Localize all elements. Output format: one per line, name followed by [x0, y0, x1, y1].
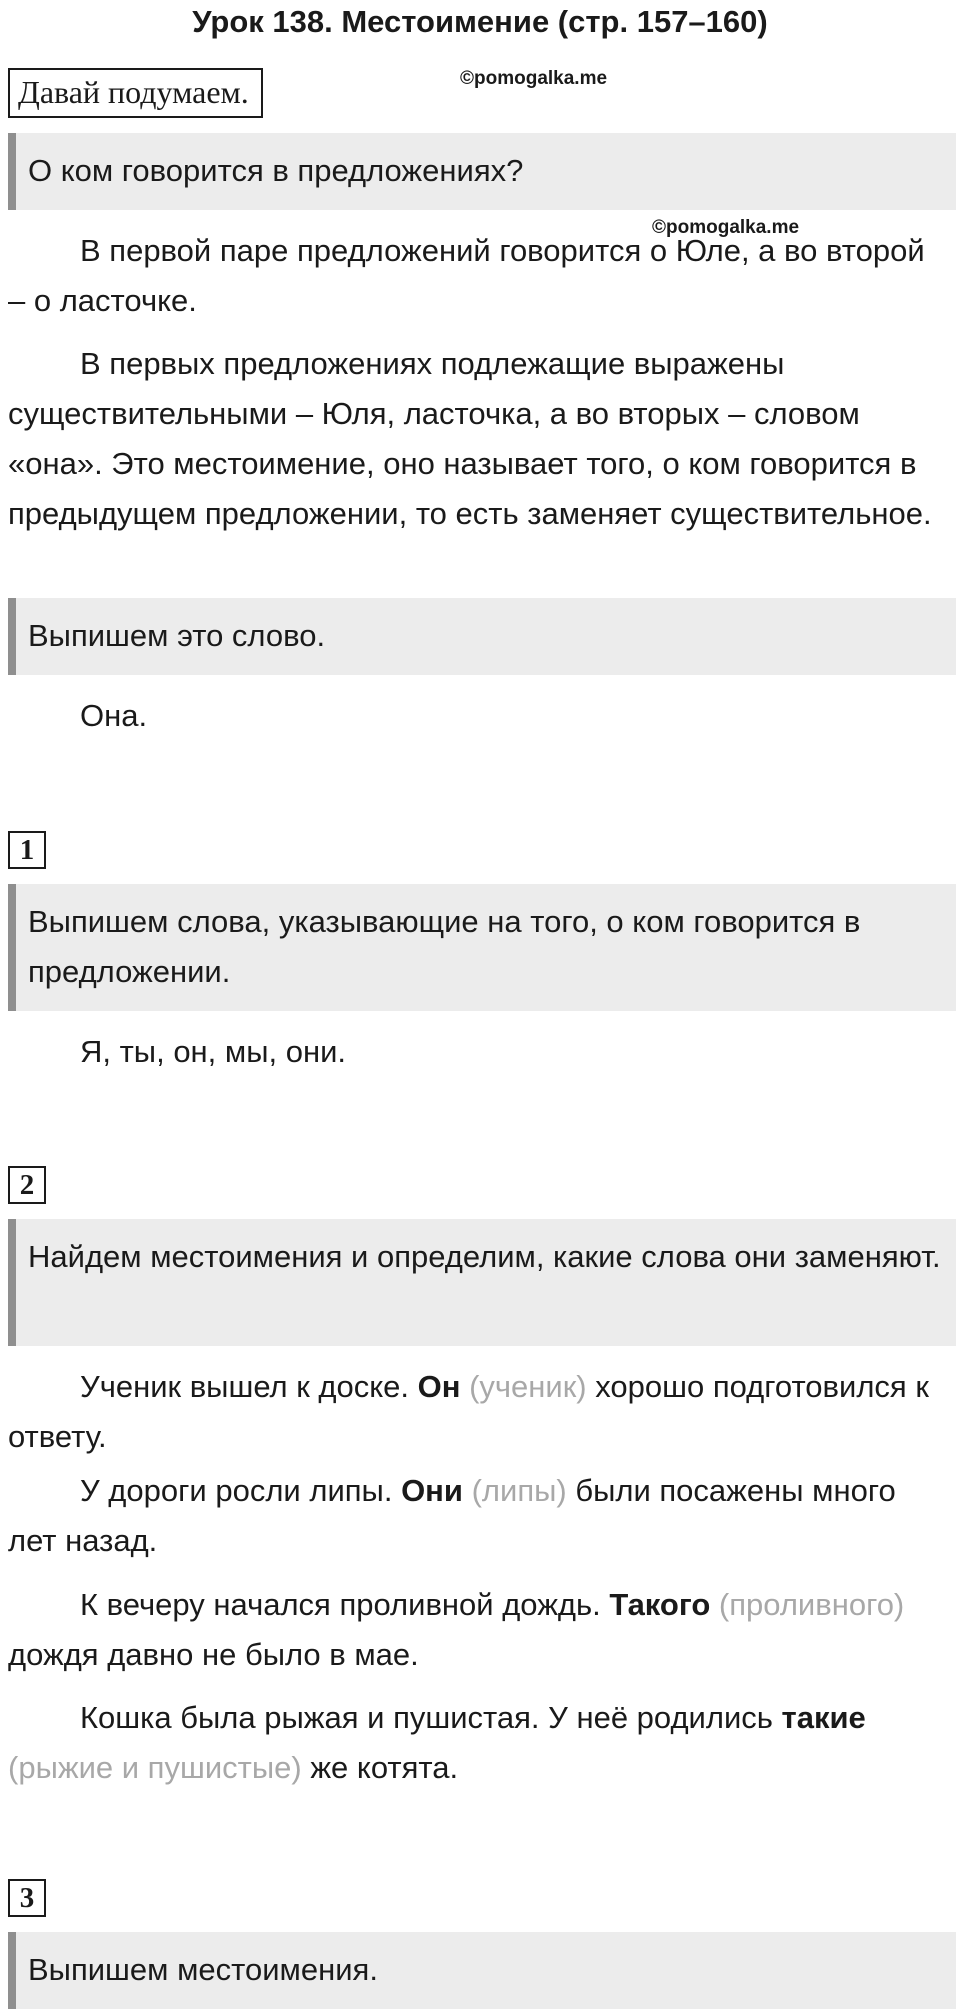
exercise-2-callout	[8, 1219, 956, 1346]
exercise-2-sentence-3	[8, 1580, 948, 1680]
sentence-text: были посажены много лет назад.	[8, 1473, 896, 1558]
replaced-word-hint: (липы)	[471, 1473, 567, 1508]
section-label: Давай подумаем.	[8, 68, 263, 118]
sentence-text: Ученик вышел к доске.	[80, 1369, 418, 1404]
watermark: ©pomogalka.me	[652, 217, 800, 238]
intro-result: Она.	[80, 698, 148, 733]
replaced-word-hint: (рыжие и пушистые)	[8, 1750, 302, 1785]
exercise-2-sentence-2	[8, 1466, 948, 1566]
exercise-2-task: Найдем местоимения и определим, какие слова они заменяют.	[28, 1239, 941, 1274]
exercise-1-answer: Я, ты, он, мы, они.	[80, 1034, 347, 1069]
pronoun: Такого	[609, 1587, 711, 1622]
sentence-text: К вечеру начался проливной дождь.	[80, 1587, 610, 1622]
exercise-2-number: 2	[8, 1166, 46, 1204]
sentence-text: дождя давно не было в мае.	[8, 1637, 419, 1672]
exercise-1-callout	[8, 884, 956, 1011]
intro-task-callout	[8, 598, 956, 675]
exercise-3-callout	[8, 1932, 956, 2009]
replaced-word-hint: (ученик)	[469, 1369, 587, 1404]
sentence-text: У дороги росли липы.	[80, 1473, 402, 1508]
sentence-text: хорошо подготовился к ответу.	[8, 1369, 929, 1454]
exercise-3-task: Выпишем местоимения.	[28, 1952, 378, 1987]
pronoun: Они	[401, 1473, 463, 1508]
page-title: Урок 138. Местоимение (стр. 157–160)	[192, 4, 768, 39]
exercise-1-task: Выпишем слова, указывающие на того, о ком говорится в предложении.	[28, 904, 861, 989]
exercise-2-sentence-1	[8, 1362, 948, 1462]
exercise-1-number: 1	[8, 831, 46, 869]
watermark: ©pomogalka.me	[460, 68, 608, 89]
exercise-3-number: 3	[8, 1879, 46, 1917]
intro-question: О ком говорится в предложениях?	[28, 153, 524, 188]
exercise-2-sentence-4	[8, 1693, 948, 1793]
sentence-text: же котята.	[301, 1750, 459, 1785]
intro-question-callout	[8, 133, 956, 210]
pronoun: такие	[781, 1700, 866, 1735]
replaced-word-hint: (проливного)	[718, 1587, 905, 1622]
pronoun: Он	[417, 1369, 461, 1404]
intro-task: Выпишем это слово.	[28, 618, 326, 653]
intro-answer-2: В первых предложениях подлежащие выражены существительными – Юля, ласточка, а во вторых – словом «она». Это местоимение, оно называет того, о ком говорится в предыдущем предложении, то есть заменяет существительное.	[8, 346, 932, 531]
sentence-text: Кошка была рыжая и пушистая. У неё родились	[80, 1700, 782, 1735]
intro-answer-1: В первой паре предложений говорится о Юле, а во второй – о ласточке.	[8, 233, 925, 318]
